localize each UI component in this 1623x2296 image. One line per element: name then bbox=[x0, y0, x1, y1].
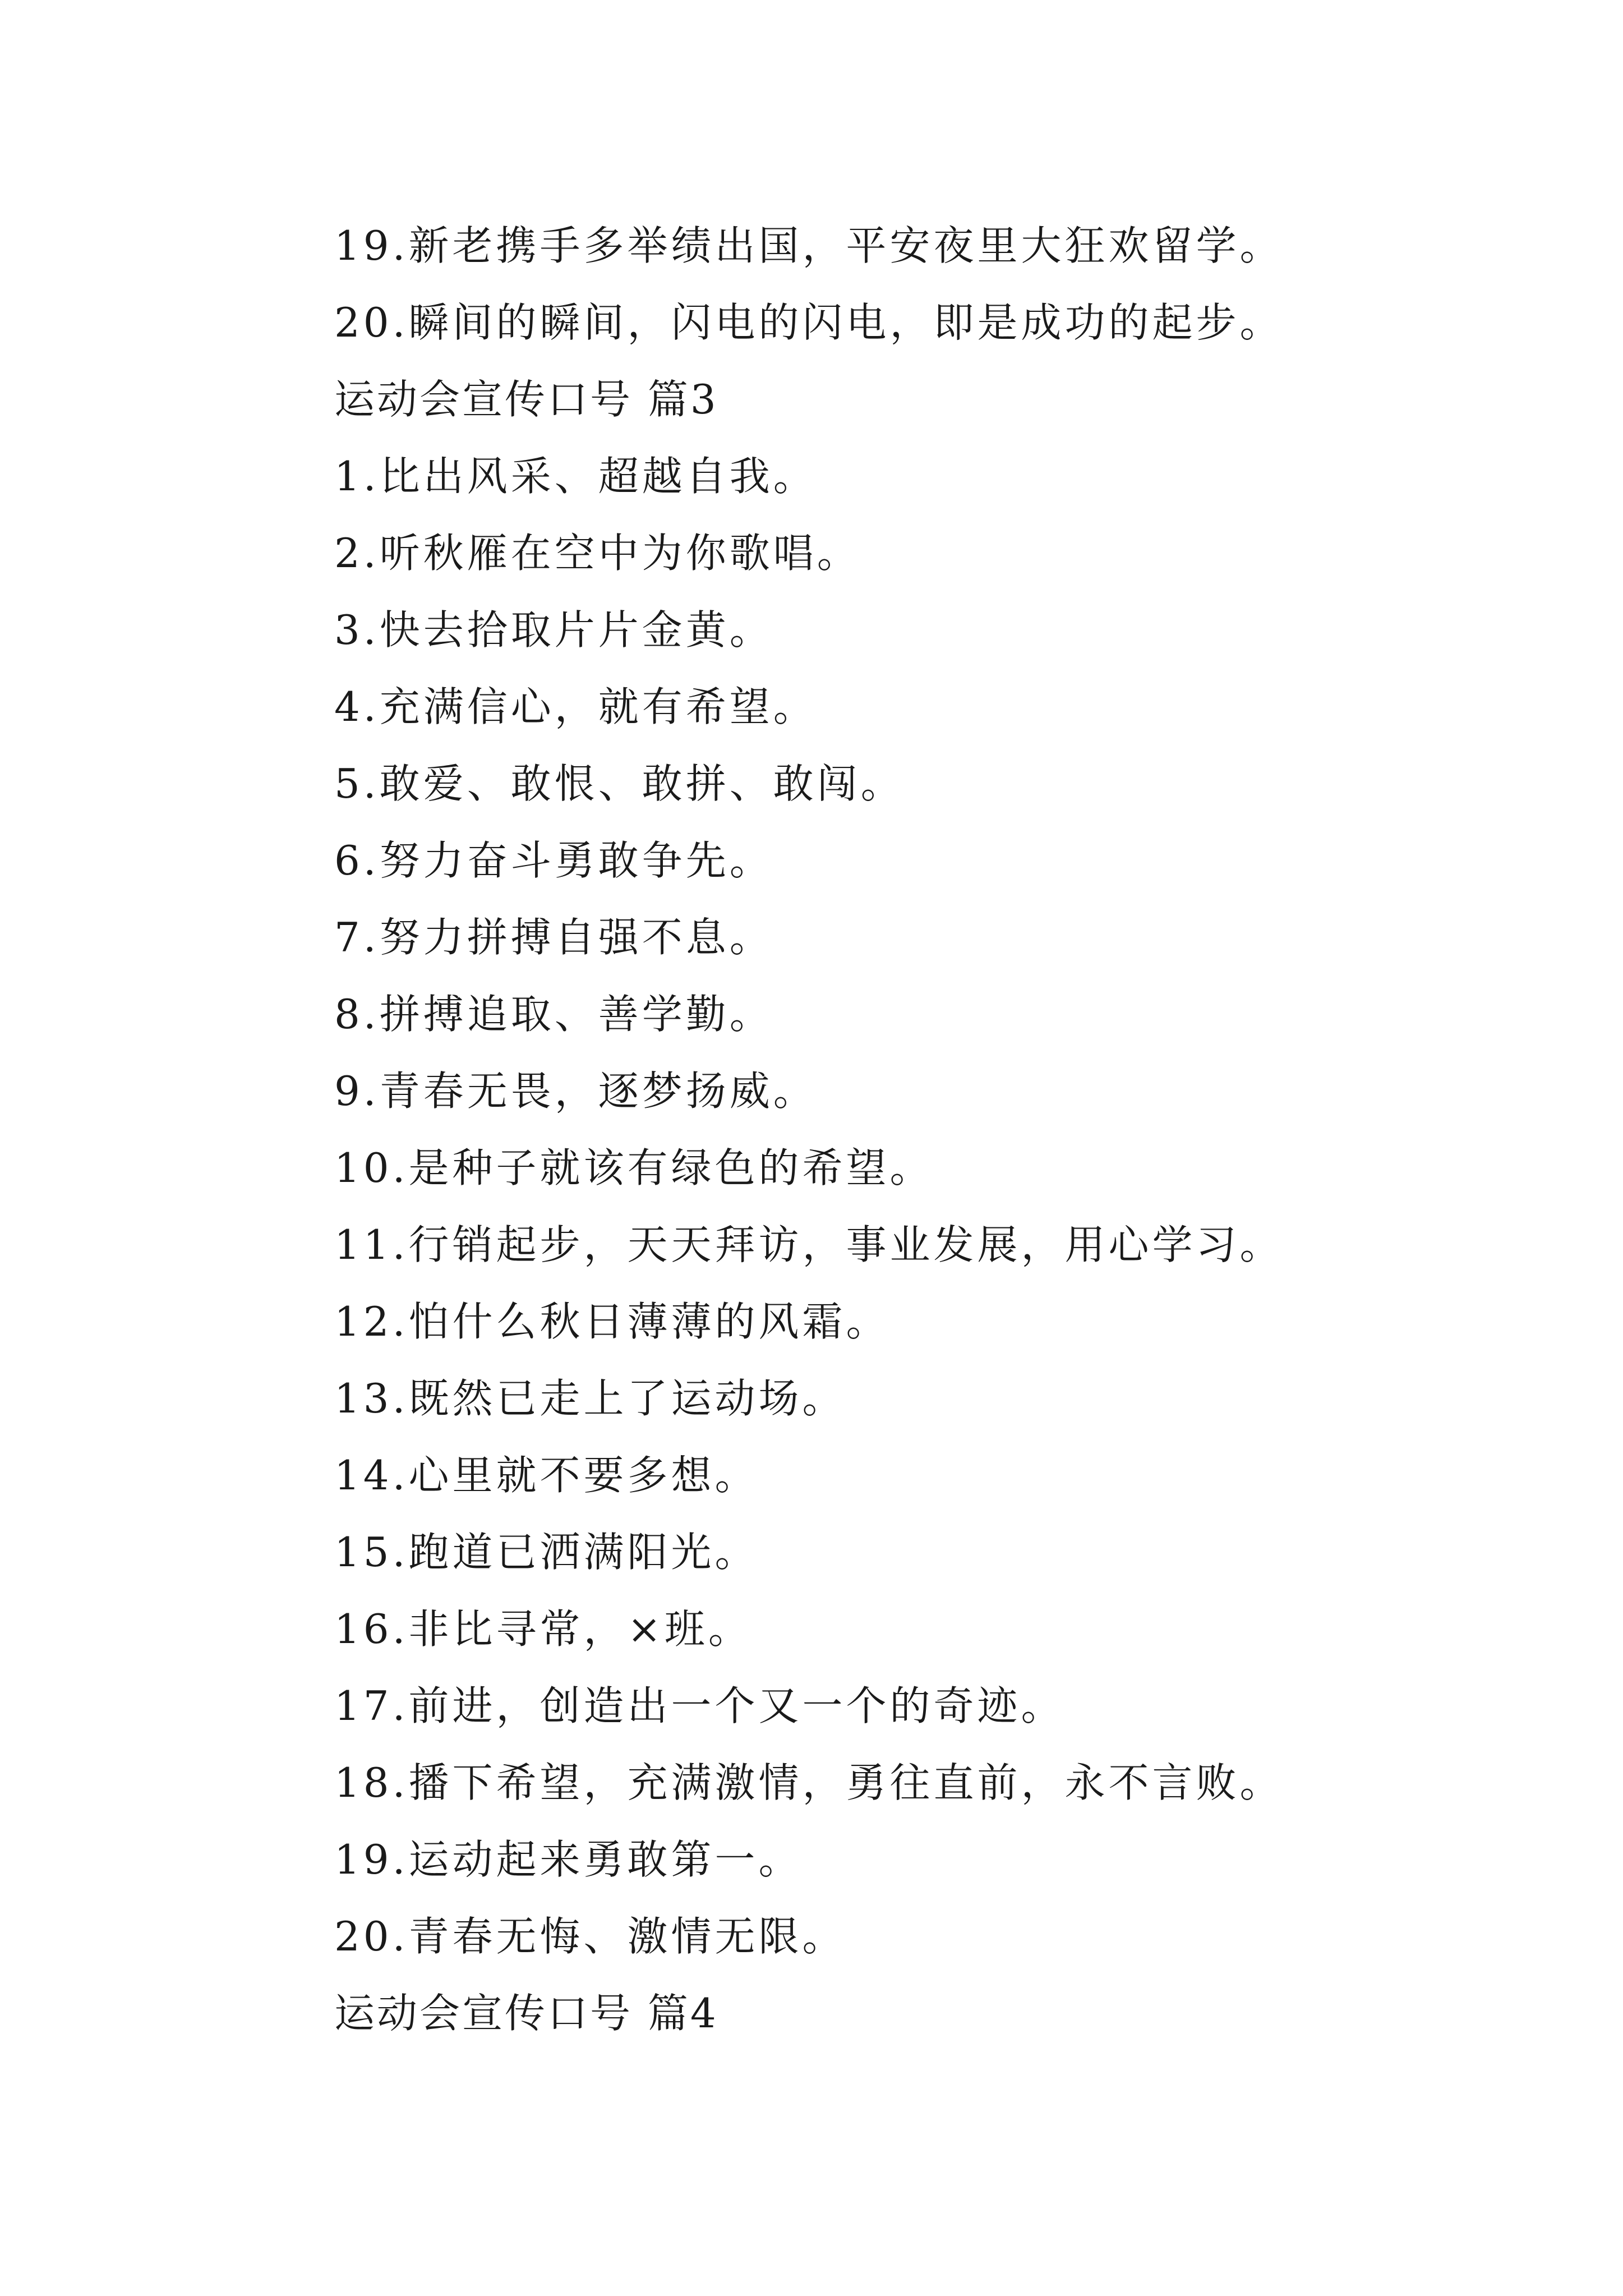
slogan-line: 14.心里就不要多想。 bbox=[334, 1452, 759, 1499]
slogan-line: 9.青春无畏，逐梦扬威。 bbox=[334, 1068, 817, 1115]
slogan-line: 16.非比寻常，×班。 bbox=[334, 1605, 752, 1653]
slogan-line: 11.行销起步，天天拜访，事业发展，用心学习。 bbox=[334, 1221, 1284, 1268]
slogan-line: 4.充满信心，就有希望。 bbox=[334, 683, 817, 730]
slogan-line: 15.跑道已洒满阳光。 bbox=[334, 1529, 759, 1576]
slogan-line: 3.快去拾取片片金黄。 bbox=[334, 606, 773, 654]
slogan-line: 19.运动起来勇敢第一。 bbox=[334, 1836, 803, 1883]
slogan-line: 20.瞬间的瞬间，闪电的闪电，即是成功的起步。 bbox=[334, 299, 1284, 346]
section-heading: 运动会宣传口号 篇3 bbox=[334, 376, 718, 423]
slogan-line: 10.是种子就该有绿色的希望。 bbox=[334, 1144, 934, 1191]
slogan-line: 6.努力奋斗勇敢争先。 bbox=[334, 837, 773, 884]
slogan-line: 2.听秋雁在空中为你歌唱。 bbox=[334, 530, 861, 577]
document-body bbox=[334, 208, 1512, 2052]
slogan-line: 7.努力拼搏自强不息。 bbox=[334, 914, 773, 961]
slogan-line: 19.新老携手多举绩出国，平安夜里大狂欢留学。 bbox=[334, 222, 1284, 269]
slogan-line: 12.怕什么秋日薄薄的风霜。 bbox=[334, 1298, 890, 1345]
section-heading: 运动会宣传口号 篇4 bbox=[334, 1990, 718, 2037]
slogan-line: 13.既然已走上了运动场。 bbox=[334, 1375, 846, 1422]
slogan-line: 20.青春无悔、激情无限。 bbox=[334, 1913, 846, 1960]
slogan-line: 18.播下希望，充满激情，勇往直前，永不言败。 bbox=[334, 1759, 1284, 1806]
slogan-line: 1.比出风采、超越自我。 bbox=[334, 453, 817, 500]
slogan-line: 8.拼搏追取、善学勤。 bbox=[334, 991, 773, 1038]
slogan-line: 5.敢爱、敢恨、敢拼、敢闯。 bbox=[334, 760, 905, 807]
slogan-line: 17.前进，创造出一个又一个的奇迹。 bbox=[334, 1682, 1065, 1729]
